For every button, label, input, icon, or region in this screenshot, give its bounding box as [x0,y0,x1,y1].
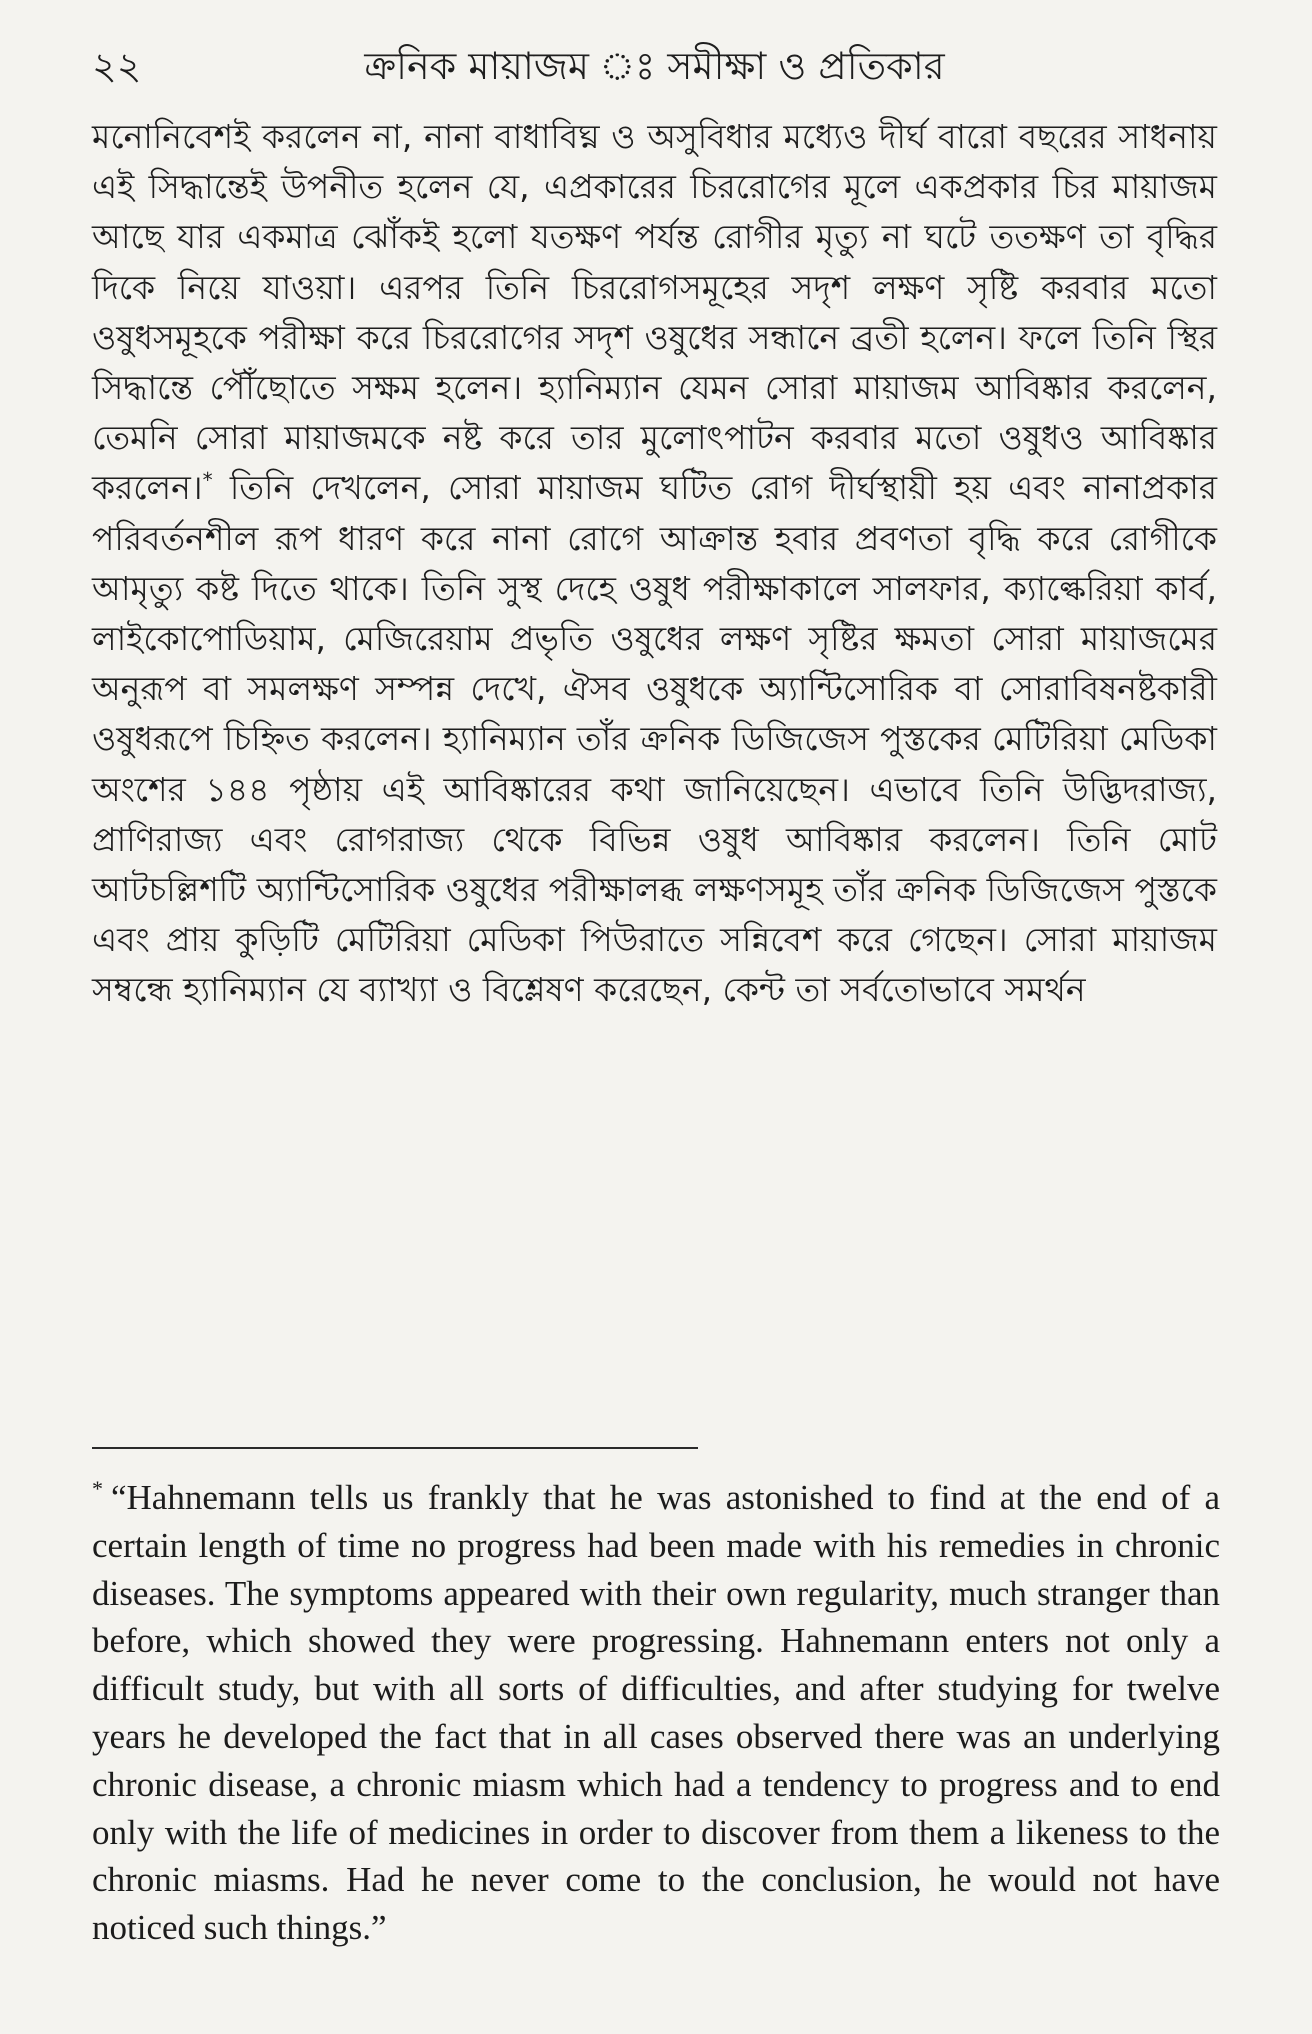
paragraph-text-part1: মনোনিবেশই করলেন না, নানা বাধাবিঘ্ন ও অসুবিধার মধ্যেও দীর্ঘ বারো বছরের সাধনায় এই সিদ্ধান্তেই উপনীত হলেন যে, এপ্রকারের চিররোগের মূলে একপ্রকার চির মায়াজম আছে যার একমাত্র ঝোঁকই হলো যতক্ষণ পর্যন্ত রোগীর মৃত্যু না ঘটে ততক্ষণ তা বৃদ্ধির দিকে নিয়ে যাওয়া। এরপর তিনি চিররোগসমূহের সদৃশ লক্ষণ সৃষ্টি করবার মতো ওষুধসমূহকে পরীক্ষা করে চিররোগের সদৃশ ওষুধের সন্ধানে ব্রতী হলেন। ফলে তিনি স্থির সিদ্ধান্তে পৌঁছোতে সক্ষম হলেন। হ্যানিম্যান যেমন সোরা মায়াজম আবিষ্কার করলেন, তেমনি সোরা মায়াজমকে নষ্ট করে তার মুলোৎপাটন করবার মতো ওষুধও আবিষ্কার করলেন। [92,117,1217,508]
footnote [92,1474,1220,1952]
footnote-asterisk: * [92,1476,103,1502]
footnote-text: “Hahnemann tells us frankly that he was astonished to find at the end of a certain length of time no progress had been made with his remedies in chronic diseases. The symptoms appeared with their own regularity, much stranger than before, which showed they were progressing. Hahnemann enters not only a difficult study, but with all sorts of difficulties, and after studying for twelve years he developed the fact that in all cases observed there was an underlying chronic disease, a chronic miasm which had a tendency to progress and to end only with the life of medicines in order to discover from them a likeness to the chronic miasms. Had he never come to the conclusion, he would not have noticed such things.” [92,1478,1220,1948]
paragraph-text-part2: তিনি দেখলেন, সোরা মায়াজম ঘটিত রোগ দীর্ঘস্থায়ী হয় এবং নানাপ্রকার পরিবর্তনশীল রূপ ধারণ করে নানা রোগে আক্রান্ত হবার প্রবণতা বৃদ্ধি করে রোগীকে আমৃত্যু কষ্ট দিতে থাকে। তিনি সুস্থ দেহে ওষুধ পরীক্ষাকালে সালফার, ক্যাল্কেরিয়া কার্ব, লাইকোপোডিয়াম, মেজিরেয়াম প্রভৃতি ওষুধের লক্ষণ সৃষ্টির ক্ষমতা সোরা মায়াজমের অনুরূপ বা সমলক্ষণ সম্পন্ন দেখে, ঐসব ওষুধকে অ্যান্টিসোরিক বা সোরাবিষনষ্টকারী ওষুধরূপে চিহ্নিত করলেন। হ্যানিম্যান তাঁর ক্রনিক ডিজিজেস পুস্তকের মেটিরিয়া মেডিকা অংশের ১৪৪ পৃষ্ঠায় এই আবিষ্কারের কথা জানিয়েছেন। এভাবে তিনি উদ্ভিদরাজ্য, প্রাণিরাজ্য এবং রোগরাজ্য থেকে বিভিন্ন ওষুধ আবিষ্কার করলেন। তিনি মোট আটচল্লিশটি অ্যান্টিসোরিক ওষুধের পরীক্ষালব্ধ লক্ষণসমূহ তাঁর ক্রনিক ডিজিজেস পুস্তকে এবং প্রায় কুড়িটি মেটিরিয়া মেডিকা পিউরাতে সন্নিবেশ করে গেছেন। সোরা মায়াজম সম্বন্ধে হ্যানিম্যান যে ব্যাখ্যা ও বিশ্লেষণ করেছেন, কেন্ট তা সর্বতোভাবে সমর্থন [92,468,1217,1010]
page-header [92,34,1217,98]
running-title: ক্রনিক মায়াজম ঃ সমীক্ষা ও প্রতিকার [364,44,945,88]
main-paragraph [92,112,1217,1016]
page-number: ২২ [92,44,142,88]
footnote-reference-marker: * [202,468,213,493]
footnote-divider [92,1447,698,1449]
